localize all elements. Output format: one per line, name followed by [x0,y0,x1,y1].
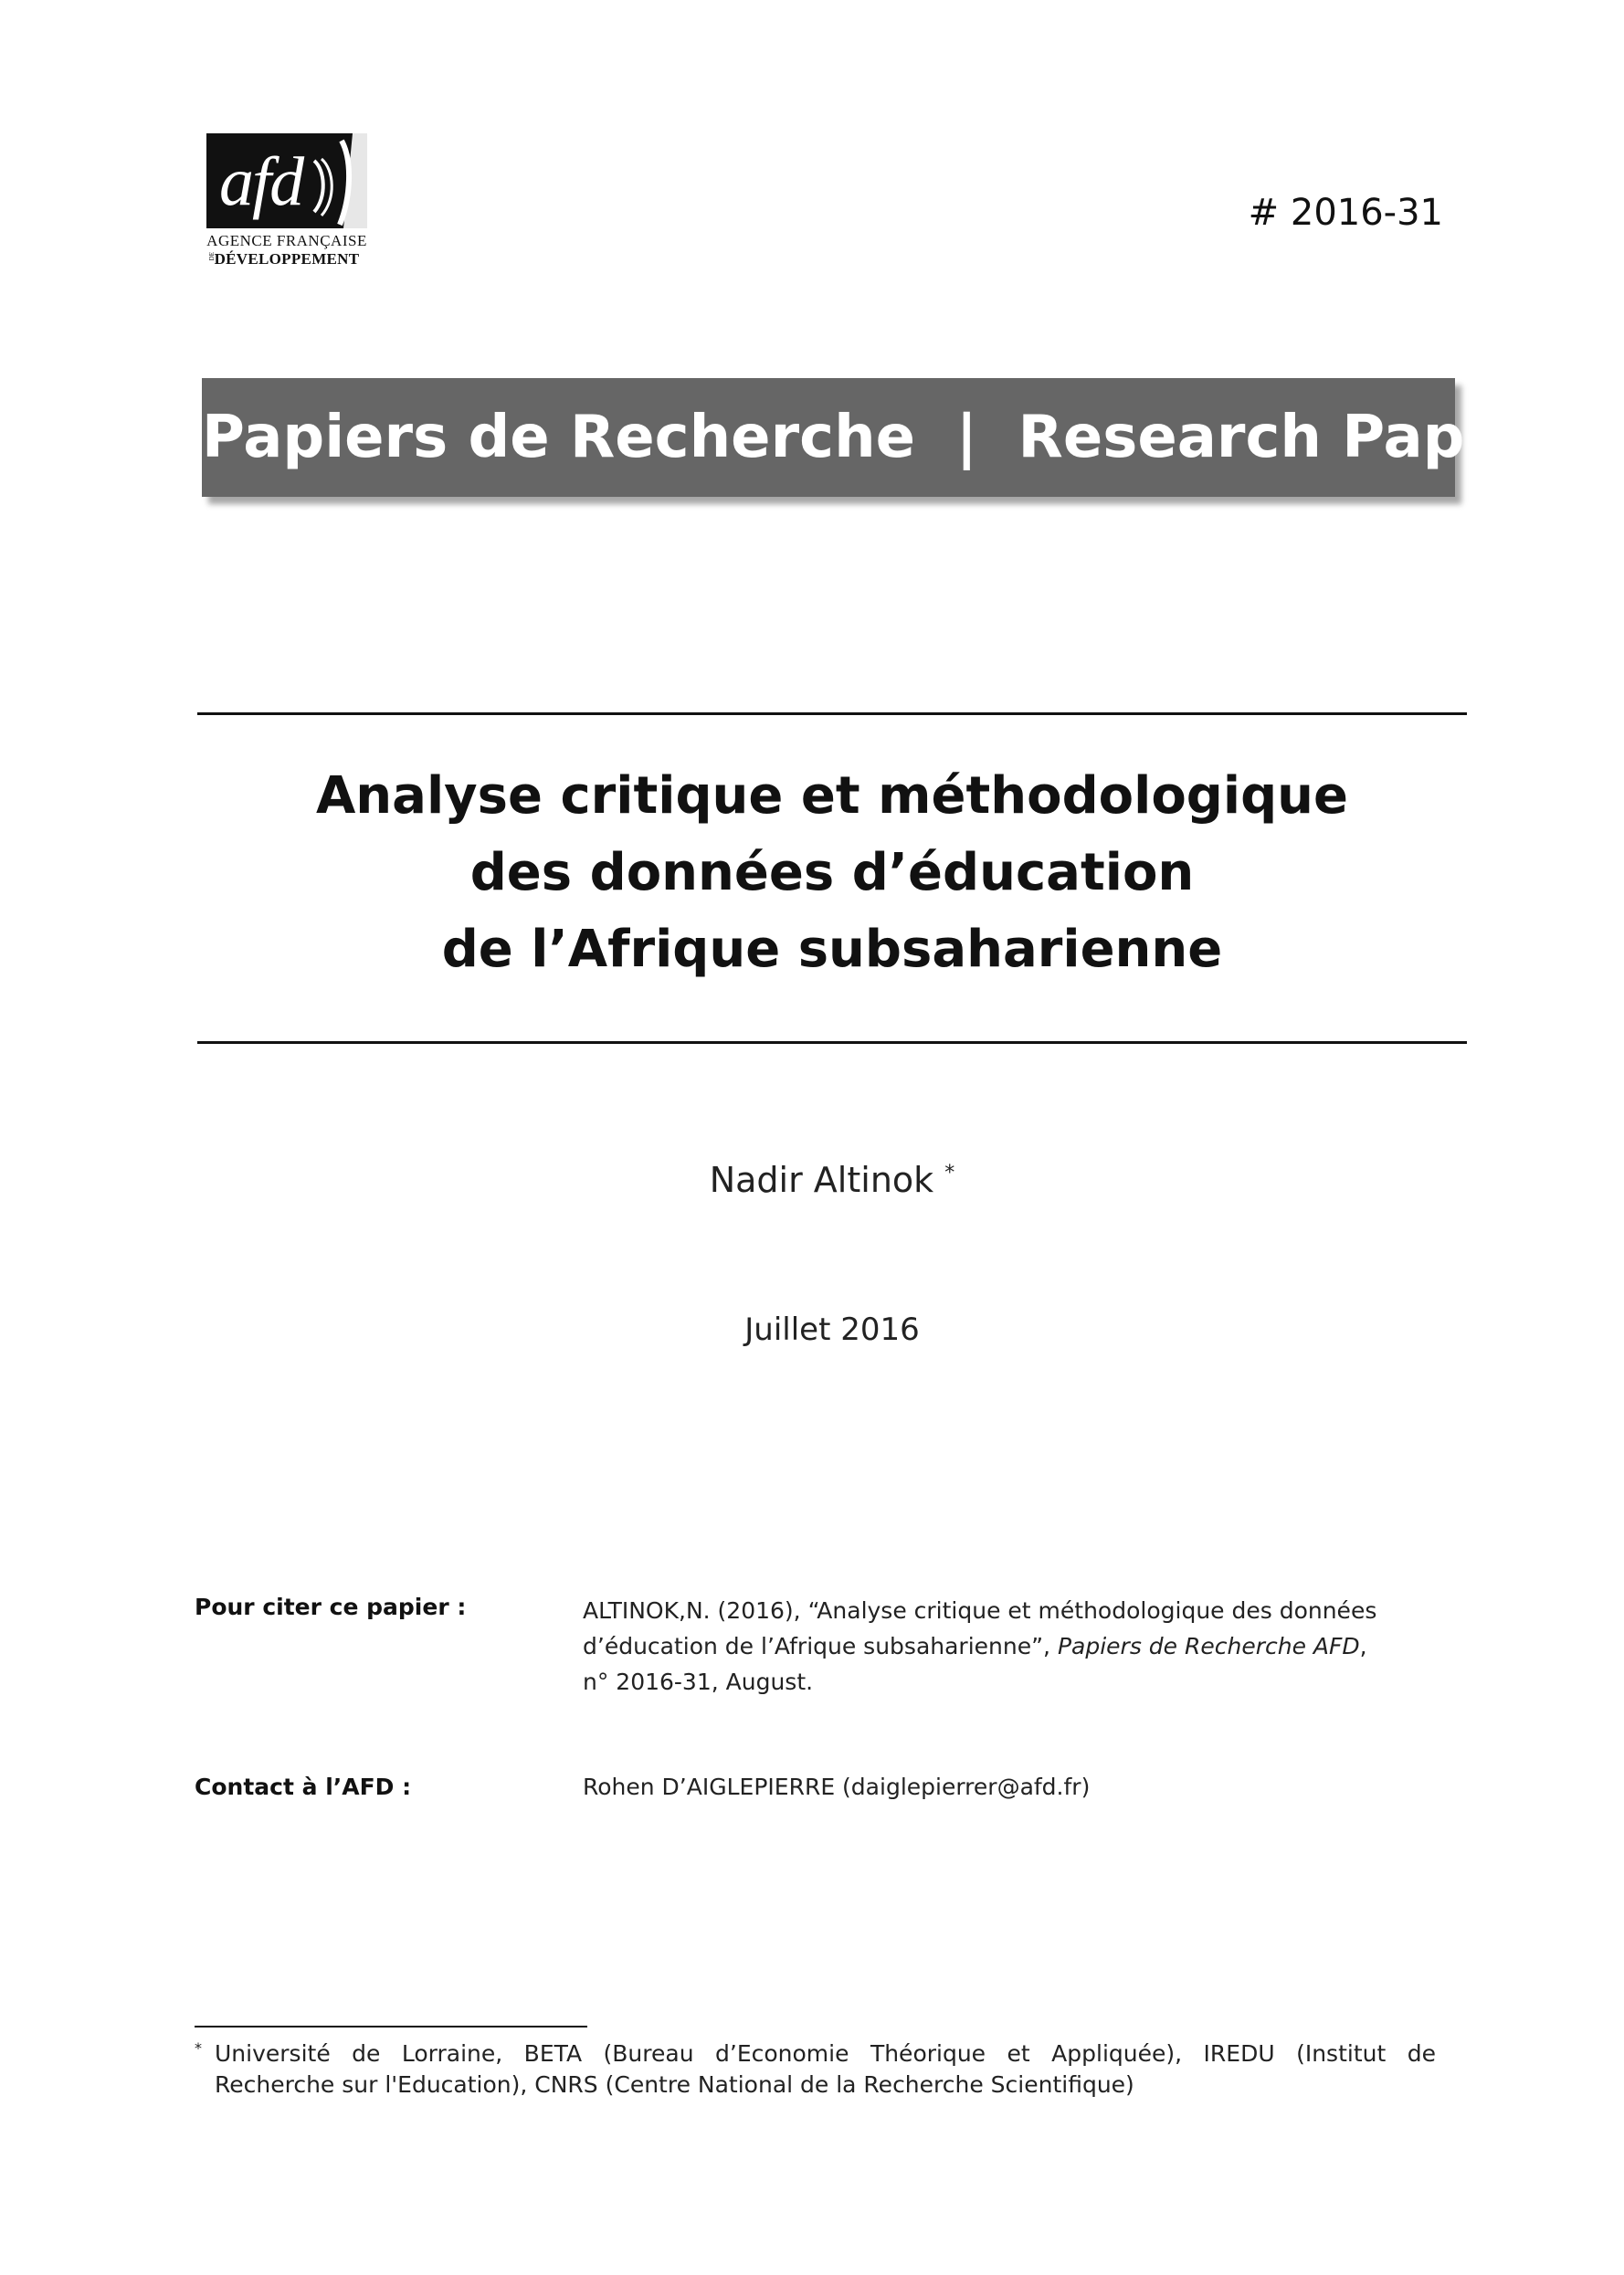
footnote-line-1: Université de Lorraine, BETA (Bureau d’Economie Théorique et Appliquée), IREDU (Institut de [215,2040,1436,2067]
citation-line-3: n° 2016-31, August. [583,1669,814,1695]
citation-label: Pour citer ce papier : [195,1594,467,1620]
afd-logo-line1: AGENCE FRANÇAISE [206,232,367,249]
contact-label: Contact à l’AFD : [195,1774,412,1800]
citation-line-2-plain: d’éducation de l’Afrique subsaharienne”, [583,1633,1058,1659]
author [197,1160,1467,1200]
paper-title [197,758,1467,988]
citation-line-1: ALTINOK,N. (2016), “Analyse critique et méthodologique des données [583,1597,1377,1624]
citation-series-title: Papiers de Recherche AFD [1057,1633,1360,1659]
afd-logo-de: DE [208,252,216,261]
citation-line-2 [583,1628,1414,1664]
afd-logo-mark [206,133,367,228]
title-line-3: de l’Afrique subsaharienne [441,920,1223,979]
afd-logo-swirl-icon [206,133,367,228]
series-banner [202,378,1568,497]
title-line-1: Analyse critique et méthodologique [315,766,1349,826]
paper-number: # 2016-31 [1248,192,1443,234]
author-name: Nadir Altinok [709,1160,934,1200]
title-rule-top [197,712,1467,715]
afd-logo-letters: afd [219,143,303,220]
footnote-rule [195,2026,587,2027]
author-footnote-mark: * [944,1162,955,1185]
afd-logo [206,133,367,270]
contact-value: Rohen D’AIGLEPIERRE (daiglepierrer@afd.fr) [583,1774,1091,1800]
afd-logo-line2: DÉVELOPPEMENT [214,250,360,268]
footnote-mark: * [195,2039,202,2057]
footnote-line-2: Recherche sur l'Education), CNRS (Centre National de la Recherche Scientifique) [215,2071,1134,2098]
series-banner-text: Papiers de Recherche | Research Papers [202,404,1568,471]
citation-text [583,1593,1414,1700]
citation-line-2-end: , [1359,1633,1367,1659]
title-rule-bottom [197,1041,1467,1044]
title-line-2: des données d’éducation [469,843,1195,902]
publication-date: Juillet 2016 [744,1311,920,1348]
